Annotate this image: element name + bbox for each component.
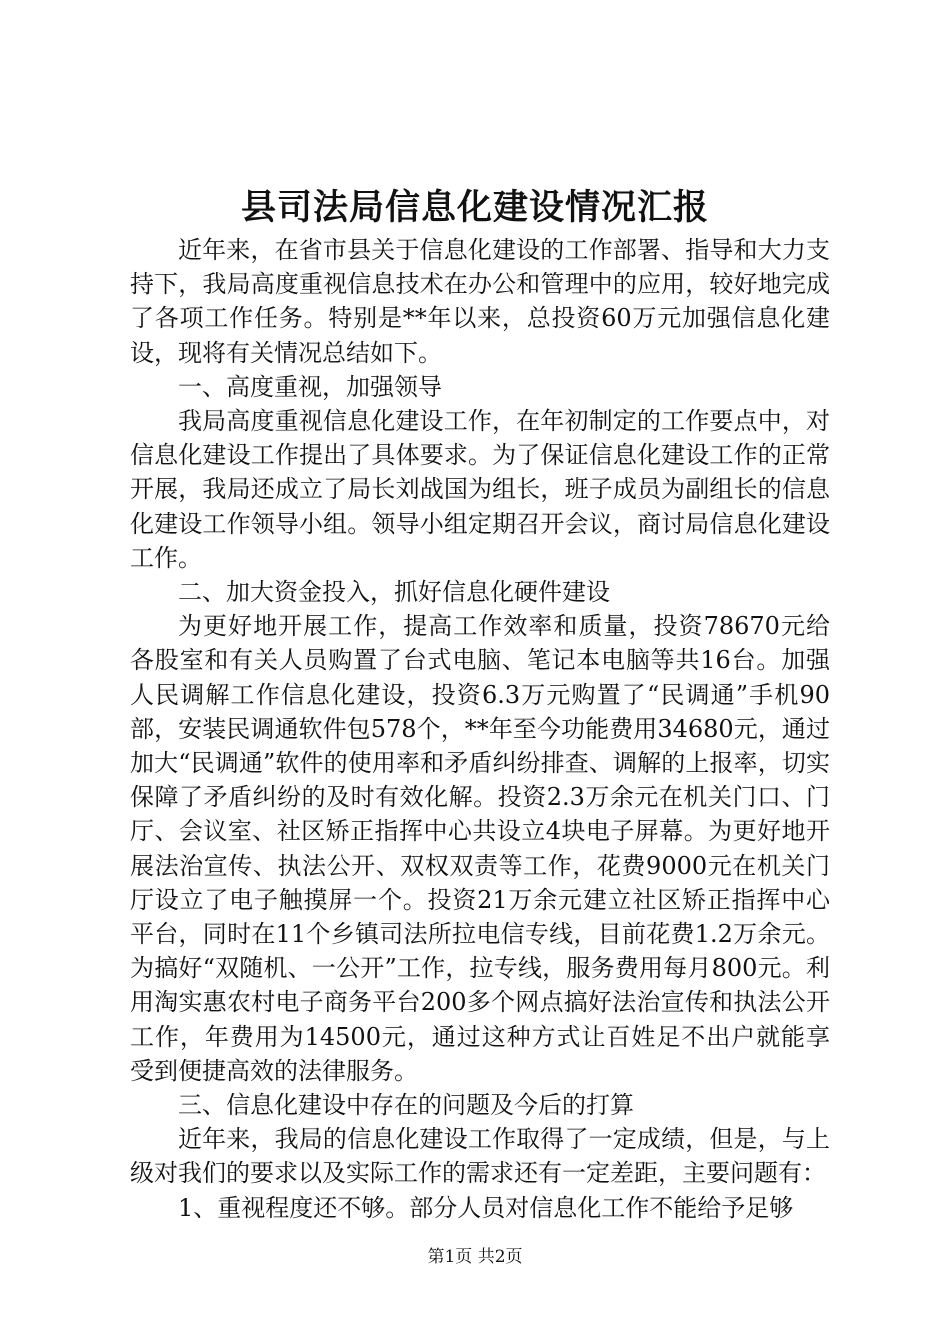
section-heading-3: 三、信息化建设中存在的问题及今后的打算: [178, 1091, 634, 1120]
paragraph-investment: 为更好地开展工作，提高工作效率和质量，投资78670元给各股室和有关人员购置了台式电脑、笔记本电脑等共16台。加强人民调解工作信息化建设，投资6.3万元购置了“民调通”手机90部，安装民调通软件包578个，**年至今功能费用34680元，通过加大“民调通”软件的使用率和矛盾纠纷排查、调解的上报率，切实保障了矛盾纠纷的及时有效化解。投资2.3万余元在机关门口、门厅、会议室、社区矫正指挥中心共设立4块电子屏幕。为更好地开展法治宣传、执法公开、双权双责等工作，花费9000元在机关门厅设立了电子触摸屏一个。投资21万余元建立社区矫正指挥中心平台，同时在11个乡镇司法所拉电信专线，目前花费1.2万余元。为搞好“双随机、一公开”工作，拉专线，服务费用每月800元。利用淘实惠农村电子商务平台200多个网点搞好法治宣传和执法公开工作，年费用为14500元，通过这种方式让百姓足不出户就能享受到便捷高效的法律服务。: [130, 612, 830, 1085]
page-footer: 第1页 共2页: [427, 1247, 523, 1267]
document-title: 县司法局信息化建设情况汇报: [240, 187, 709, 228]
paragraph-leadership: 我局高度重视信息化建设工作，在年初制定的工作要点中，对信息化建设工作提出了具体要求。为了保证信息化建设工作的正常开展，我局还成立了局长刘战国为组长，班子成员为副组长的信息化建设工作领导小组。领导小组定期召开会议，商讨局信息化建设工作。: [130, 407, 830, 572]
paragraph-intro: 近年来，在省市县关于信息化建设的工作部署、指导和大力支持下，我局高度重视信息技术在办公和管理中的应用，较好地完成了各项工作任务。特别是**年以来，总投资60万元加强信息化建设，现将有关情况总结如下。: [130, 236, 830, 367]
document-body: [130, 233, 830, 1225]
paragraph-problems: 近年来，我局的信息化建设工作取得了一定成绩，但是，与上级对我们的要求以及实际工作的需求还有一定差距，主要问题有：: [130, 1125, 830, 1188]
section-heading-2: 二、加大资金投入，抓好信息化硬件建设: [178, 578, 610, 607]
section-heading-1: 一、高度重视，加强领导: [178, 372, 442, 401]
paragraph-problem-1: 1、重视程度还不够。部分人员对信息化工作不能给予足够: [178, 1193, 794, 1222]
